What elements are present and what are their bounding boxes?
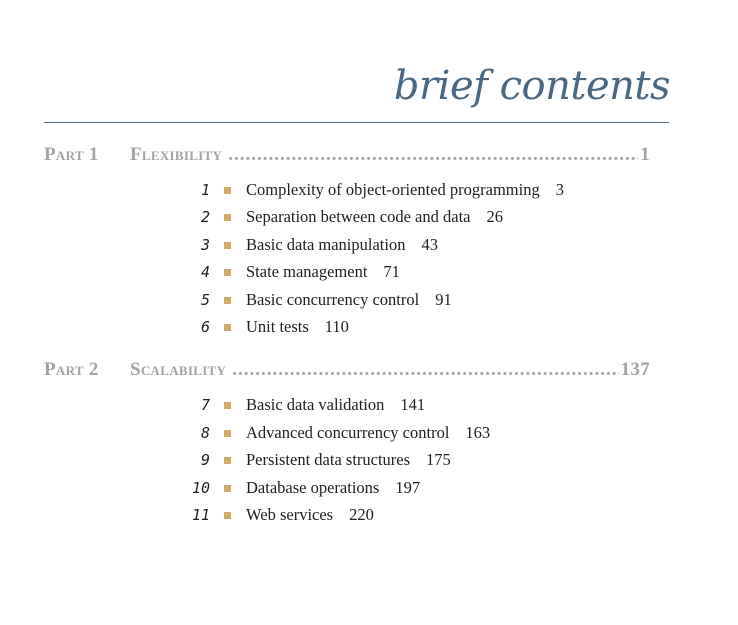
- chapter-page: 141: [400, 395, 426, 414]
- square-bullet-icon: [224, 269, 231, 276]
- chapter-3-entry[interactable]: [170, 235, 438, 255]
- chapter-number: 1: [200, 181, 210, 199]
- chapter-title: Web services: [246, 505, 334, 524]
- chapter-7-entry[interactable]: [170, 395, 425, 415]
- chapter-page: 163: [465, 423, 491, 442]
- chapter-title: Basic data validation: [246, 395, 385, 414]
- chapter-title: Unit tests: [246, 317, 309, 336]
- part-label: Part 1: [44, 144, 99, 165]
- chapter-page: 175: [426, 450, 451, 469]
- part-1-heading[interactable]: [44, 144, 650, 168]
- square-bullet-icon: [224, 485, 231, 492]
- square-bullet-icon: [224, 297, 231, 304]
- part-page: 1: [640, 144, 650, 165]
- chapter-title: Basic concurrency control: [246, 290, 420, 309]
- chapter-title: Database operations: [246, 478, 380, 497]
- chapter-page: 91: [435, 290, 452, 309]
- chapter-page: 110: [324, 317, 349, 336]
- chapter-page: 197: [395, 478, 421, 497]
- chapter-1-entry[interactable]: [170, 180, 564, 200]
- square-bullet-icon: [224, 214, 231, 221]
- chapter-2-entry[interactable]: [170, 207, 503, 227]
- chapter-page: 26: [486, 207, 503, 226]
- square-bullet-icon: [224, 187, 231, 194]
- square-bullet-icon: [224, 324, 231, 331]
- chapter-9-entry[interactable]: [170, 450, 451, 470]
- square-bullet-icon: [224, 242, 231, 249]
- chapter-page: 220: [349, 505, 374, 524]
- square-bullet-icon: [224, 457, 231, 464]
- chapter-number: 11: [191, 506, 210, 524]
- chapter-6-entry[interactable]: [170, 317, 349, 337]
- chapter-8-entry[interactable]: [170, 423, 490, 443]
- square-bullet-icon: [224, 402, 231, 409]
- chapter-5-entry[interactable]: [170, 290, 452, 310]
- square-bullet-icon: [224, 430, 231, 437]
- chapter-title: Basic data manipulation: [246, 235, 406, 254]
- chapter-page: 71: [383, 262, 400, 281]
- dot-leader: [228, 144, 638, 166]
- chapter-title: Complexity of object-oriented programming: [246, 180, 540, 199]
- chapter-title: Advanced concurrency control: [246, 423, 450, 442]
- chapter-number: 5: [200, 291, 210, 309]
- chapter-number: 2: [200, 208, 210, 226]
- chapter-4-entry[interactable]: [170, 262, 400, 282]
- chapter-title: Separation between code and data: [246, 207, 471, 226]
- chapter-number: 3: [200, 236, 210, 254]
- part-title: Flexibility: [130, 144, 223, 165]
- chapter-number: 9: [200, 451, 210, 469]
- chapter-10-entry[interactable]: [170, 478, 420, 498]
- part-label: Part 2: [44, 359, 99, 380]
- chapter-number: 7: [200, 396, 210, 414]
- chapter-number: 8: [200, 424, 210, 442]
- chapter-page: 3: [555, 180, 564, 199]
- chapter-title: Persistent data structures: [246, 450, 411, 469]
- chapter-title: State management: [246, 262, 368, 281]
- part-2-heading[interactable]: [44, 359, 650, 383]
- part-page: 137: [620, 359, 650, 380]
- part-title: Scalability: [130, 359, 227, 380]
- chapter-number: 6: [200, 318, 210, 336]
- chapter-11-entry[interactable]: [170, 505, 374, 525]
- chapter-page: 43: [421, 235, 438, 254]
- dot-leader: [232, 359, 618, 381]
- page-title: brief contents: [393, 63, 670, 109]
- square-bullet-icon: [224, 512, 231, 519]
- chapter-number: 10: [191, 479, 210, 497]
- chapter-number: 4: [200, 263, 210, 281]
- title-rule: [44, 122, 669, 123]
